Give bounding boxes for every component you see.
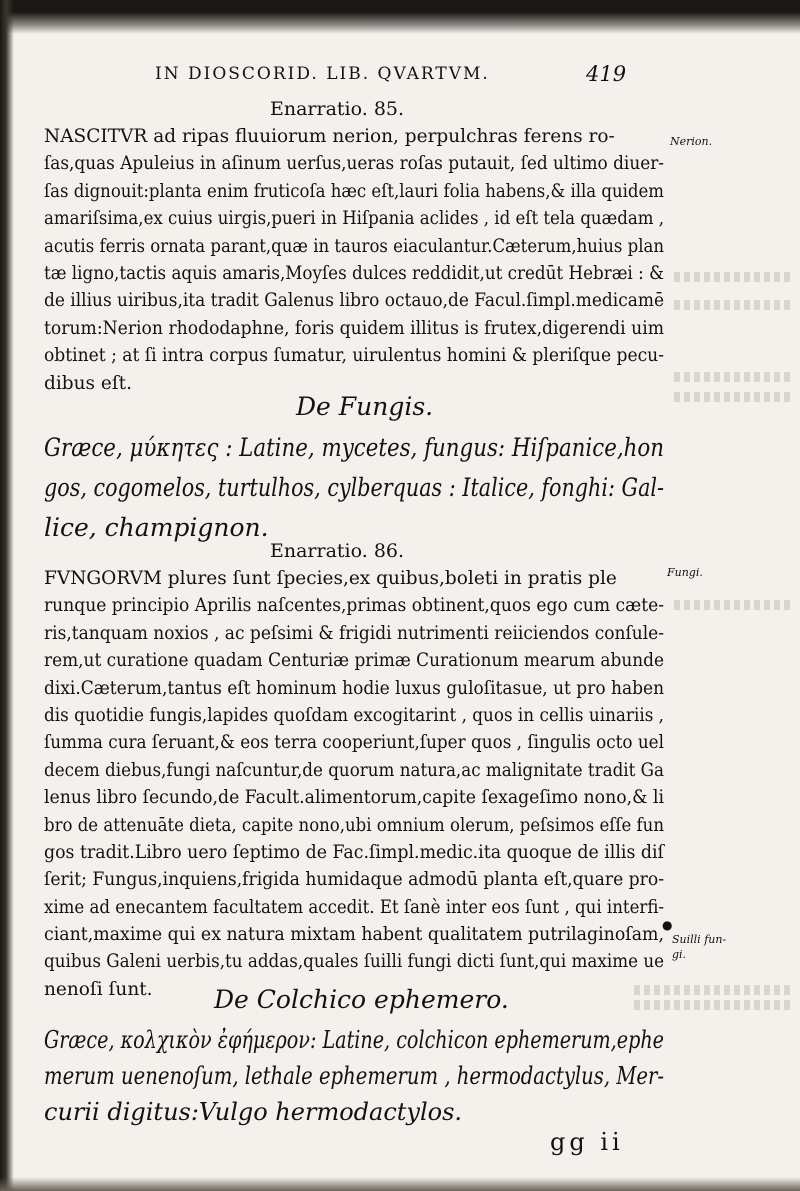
text-line: ſas,quas Apuleius in aſinum uerſus,ueras roſas putauit, ſed ultimo diuer- [44,153,664,175]
show-through [674,392,794,402]
scan-shadow-top [0,0,800,34]
show-through [674,600,794,610]
page-number: 419 [586,62,627,86]
names-line: lice, champignon. [44,513,269,542]
text-line: obtinet ; at ſi intra corpus ſumatur, uirulentus homini & pleriſque pecu- [44,345,664,367]
fungi-names [44,428,664,548]
names-line: Græce, κολχικὸν ἐφήμερον: Latine, colchicon ephemerum,ephe [44,1026,664,1054]
signature-mark: gg ii [550,1128,624,1156]
names-line: Græce, μύκητες : Latine, mycetes, fungus: Hiſpanice,hon [44,433,665,462]
text-line: dibus eſt. [44,372,133,394]
section-title-colchicum: De Colchico ephemero. [214,985,509,1014]
running-head: IN DIOSCORID. LIB. QVARTVM. [155,64,490,84]
names-line: curii digitus:Vulgo hermodactylos. [44,1098,463,1126]
text-line: amariſsima,ex cuius uirgis,pueri in Hiſpania aclides , id eſt tela quædam , [44,208,664,230]
text-line: ſas dignouit:planta enim fruticoſa hæc eſt,lauri folia habens,& illa quidem [44,180,664,202]
text-line: ſerit; Fungus,inquiens,frigida humidaque admodū planta eſt,quare pro- [44,869,665,891]
names-line: merum uenenoſum, lethale ephemerum , hermodactylus, Mer- [44,1062,664,1090]
marginal-mark: ● [662,918,673,932]
scan-shadow-left [0,0,14,1191]
text-line: FVNGORVM plures ſunt ſpecies,ex quibus,boleti in pratis ple [44,568,617,589]
fungi-text [44,565,664,1003]
text-line: dixi.Cæterum,tantus eſt hominum hodie luxus guloſitasue, ut pro haben [44,677,665,699]
show-through [674,300,794,310]
text-line: lenus libro ſecundo,de Facult.alimentorum,capite ſexageſimo nono,& li [44,787,664,809]
text-line: ris,tanquam noxios , ac peſsimi & frigidi nutrimenti reiiciendos conſule- [44,622,665,644]
scan-shadow-bottom [0,1177,800,1191]
margin-note-suilli: Suilli fun- [672,933,727,946]
text-line: bro de attenuāte dieta, capite nono,ubi omnium olerum, peſsimos eſſe fun [44,814,664,836]
margin-note-fungi: Fungi. [667,566,703,579]
section-title-fungi: De Fungis. [296,392,434,421]
text-line: nenoſi ſunt. [44,978,153,1000]
margin-note-suilli-cont: gi. [672,948,687,961]
text-line: ciant,maxime qui ex natura mixtam habent qualitatem putrilaginoſam, [44,924,665,946]
text-line: ſumma cura ſeruant,& eos terra cooperiunt,ſuper quos , ſingulis octo uel [44,732,664,754]
text-line: dis quotidie fungis,lapides quoſdam excogitarint , quos in cellis uinariis , [44,704,665,726]
text-line: gos tradit.Libro uero ſeptimo de Fac.ſimpl.medic.ita quoque de illis diſ [44,841,664,863]
names-line: gos, cogomelos, turtulhos, cylberquas : Italice, fonghi: Gal- [44,473,665,502]
margin-note-nerion: Nerion. [670,135,713,148]
enarratio-heading: Enarratio. 85. [270,98,405,120]
nerion-text [44,123,664,397]
text-line: runque principio Aprilis naſcentes,primas obtinent,quos ego cum cæte- [44,595,665,617]
text-line: tæ ligno,tactis aquis amaris,Moyſes dulces reddidit,ut credūt Hebræi : & [44,262,664,284]
text-line: de illius uiribus,ita tradit Galenus libro octauo,de Facul.ſimpl.medicamē [44,290,665,312]
show-through [674,372,794,382]
text-line: NASCITVR ad ripas fluuiorum nerion, perpulchras ferens ro- [44,126,615,147]
colchicum-names [44,1022,664,1130]
text-line: torum:Nerion rhododaphne, foris quidem illitus is frutex,digerendi uim [44,317,665,339]
show-through [674,272,794,282]
text-line: acutis ferris ornata parant,quæ in tauros eiaculantur.Cæterum,huius plan [44,235,665,257]
enarratio-heading: Enarratio. 86. [270,540,405,562]
text-line: xime ad enecantem facultatem accedit. Et ſanè inter eos ſunt , qui interfi- [44,896,664,918]
text-line: rem,ut curatione quadam Centuriæ primæ Curationum mearum abunde [44,650,665,672]
text-line: decem diebus,fungi naſcuntur,de quorum natura,ac malignitate tradit Ga [44,759,665,781]
text-line: quibus Galeni uerbis,tu addas,quales ſuilli fungi dicti ſunt,qui maxime ue [44,951,665,973]
